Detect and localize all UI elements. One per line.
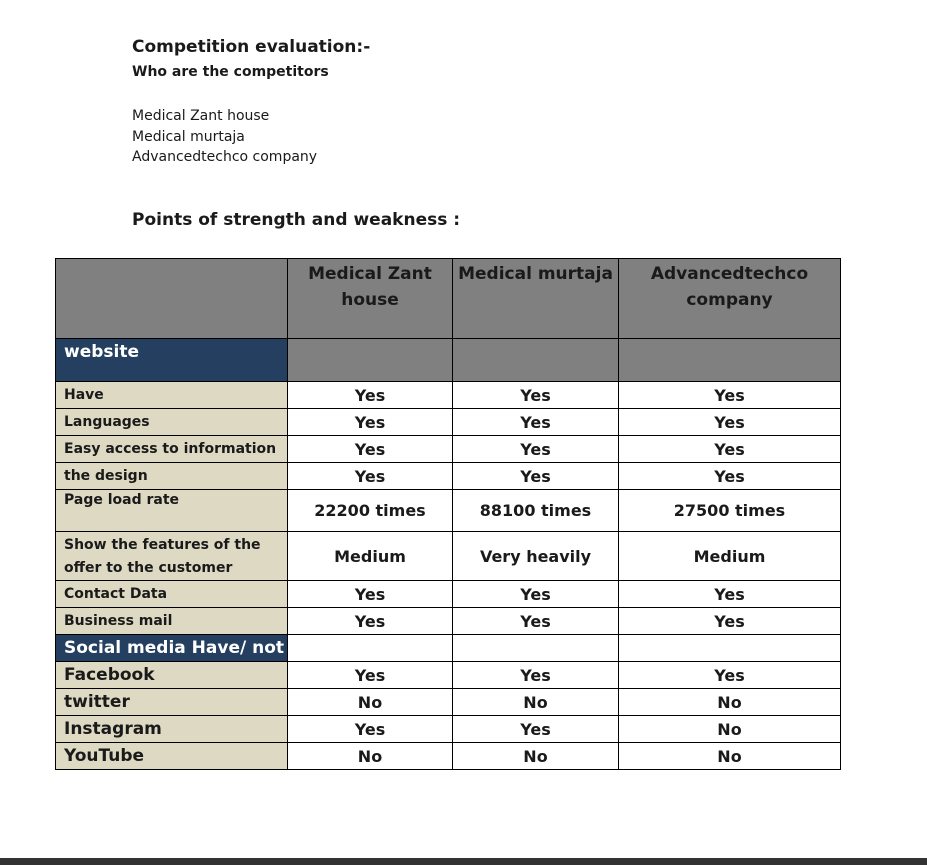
value-cell: No — [453, 743, 619, 770]
value-cell: Yes — [619, 463, 841, 490]
value-cell: No — [619, 689, 841, 716]
column-header: Medical murtaja — [453, 259, 619, 339]
table-row — [56, 743, 841, 770]
value-cell: No — [288, 743, 453, 770]
value-cell: Yes — [288, 382, 453, 409]
value-cell: Yes — [288, 463, 453, 490]
value-cell: No — [619, 743, 841, 770]
website-section-label: website — [56, 339, 288, 382]
social-section-label: Social media Have/ not — [56, 635, 288, 662]
column-header: Medical Zant house — [288, 259, 453, 339]
value-cell: 88100 times — [453, 490, 619, 532]
row-label: Have — [56, 382, 288, 409]
row-label: Languages — [56, 409, 288, 436]
value-cell: Yes — [453, 662, 619, 689]
row-label: Easy access to information — [56, 436, 288, 463]
section-row — [56, 339, 841, 382]
section-cell — [619, 339, 841, 382]
section-subtitle: Who are the competitors — [132, 64, 329, 80]
row-label: twitter — [56, 689, 288, 716]
value-cell: Yes — [288, 436, 453, 463]
value-cell: Yes — [619, 436, 841, 463]
table-row — [56, 608, 841, 635]
website-rows — [56, 382, 841, 635]
value-cell: Yes — [288, 581, 453, 608]
row-label: Contact Data — [56, 581, 288, 608]
competitor-item: Medical murtaja — [132, 128, 245, 145]
value-cell: Yes — [619, 662, 841, 689]
table-row — [56, 490, 841, 532]
section-cell — [288, 339, 453, 382]
social-rows — [56, 662, 841, 770]
bottom-scrollbar[interactable] — [0, 858, 927, 865]
table-row — [56, 662, 841, 689]
row-label: YouTube — [56, 743, 288, 770]
value-cell: Yes — [619, 608, 841, 635]
value-cell: Yes — [453, 581, 619, 608]
value-cell: Very heavily — [453, 532, 619, 581]
value-cell: Yes — [453, 716, 619, 743]
value-cell: Yes — [288, 716, 453, 743]
value-cell: No — [619, 716, 841, 743]
value-cell: Medium — [288, 532, 453, 581]
section-cell — [453, 339, 619, 382]
row-label: Page load rate — [56, 490, 288, 532]
value-cell: Yes — [453, 463, 619, 490]
competitor-item: Medical Zant house — [132, 108, 270, 124]
competitor-item: Advancedtechco company — [132, 149, 318, 165]
row-label: Show the features of the offer to the customer — [56, 532, 288, 581]
value-cell: 27500 times — [619, 490, 841, 532]
table-row — [56, 581, 841, 608]
table-row — [56, 716, 841, 743]
value-cell: Yes — [453, 608, 619, 635]
row-label: Facebook — [56, 662, 288, 689]
section-row — [56, 635, 841, 662]
competitor-list — [132, 106, 317, 168]
section-cell — [453, 635, 619, 662]
value-cell: Yes — [288, 608, 453, 635]
comparison-table — [55, 258, 841, 770]
table-row — [56, 532, 841, 581]
column-header: Advancedtechco company — [619, 259, 841, 339]
value-cell: Yes — [619, 382, 841, 409]
table-row — [56, 409, 841, 436]
value-cell: Medium — [619, 532, 841, 581]
section-cell — [288, 635, 453, 662]
table-row — [56, 436, 841, 463]
points-heading: Points of strength and weakness : — [132, 210, 461, 230]
value-cell: Yes — [288, 409, 453, 436]
value-cell: Yes — [619, 409, 841, 436]
value-cell: Yes — [619, 581, 841, 608]
page-title: Competition evaluation:- — [132, 37, 371, 57]
value-cell: No — [288, 689, 453, 716]
table-row — [56, 689, 841, 716]
header-corner — [56, 259, 288, 339]
value-cell: Yes — [288, 662, 453, 689]
value-cell: No — [453, 689, 619, 716]
row-label: Instagram — [56, 716, 288, 743]
row-label: Business mail — [56, 608, 288, 635]
value-cell: Yes — [453, 436, 619, 463]
section-cell — [619, 635, 841, 662]
table-row — [56, 382, 841, 409]
value-cell: Yes — [453, 409, 619, 436]
value-cell: 22200 times — [288, 490, 453, 532]
row-label: the design — [56, 463, 288, 490]
header-row — [56, 259, 841, 339]
table-row — [56, 463, 841, 490]
value-cell: Yes — [453, 382, 619, 409]
